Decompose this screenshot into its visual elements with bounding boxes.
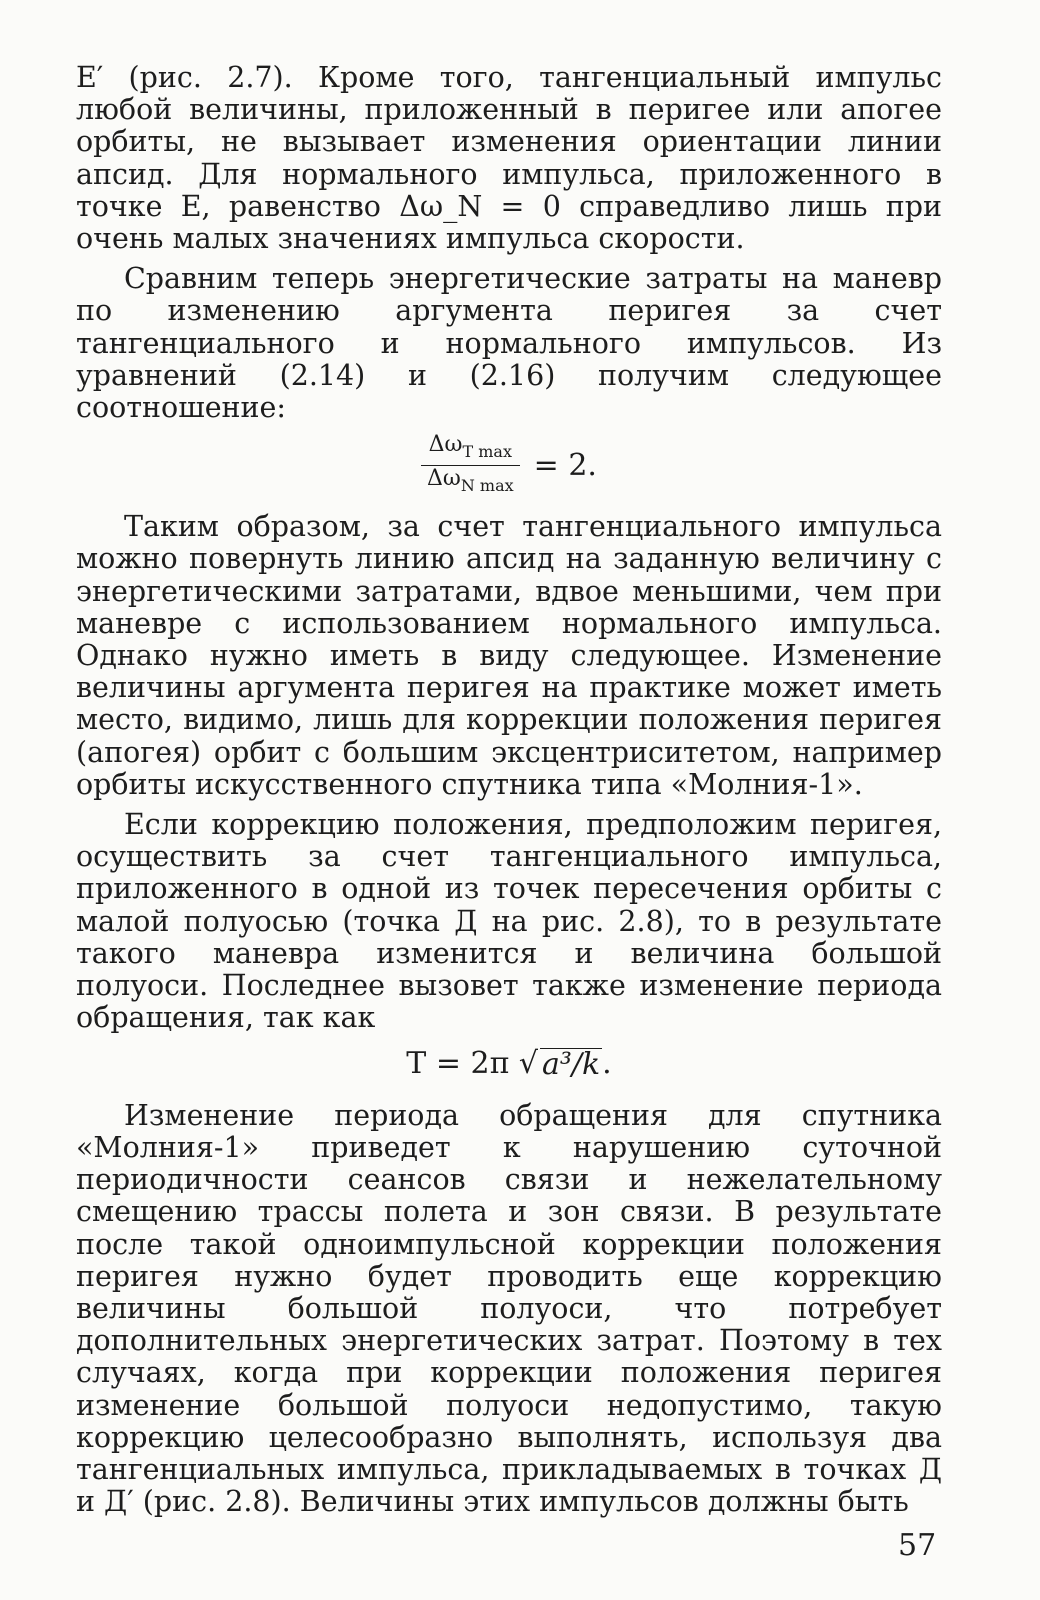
text-column xyxy=(76,62,942,1526)
sqrt-radicand: a³/k xyxy=(541,1047,601,1083)
ratio-fraction xyxy=(421,432,520,499)
page-number: 57 xyxy=(898,1528,937,1563)
paragraph-1: E′ (рис. 2.7). Кроме того, тангенциальный импульс любой величины, приложенный в перигее или апогее орбиты, не вызывает изменения ориентации линии апсид. Для нормального импульса, приложенного в точке E, равенство Δω_N = 0 справедливо лишь при очень малых значениях импульса скорости. xyxy=(76,61,942,256)
paragraph-5: Изменение периода обращения для спутника «Молния-1» приведет к нарушению суточной периодичности сеансов связи и нежелательному смещению трассы полета и зон связи. В результате после такой одноимпульсной коррекции положения перигея нужно будет проводить еще коррекцию величины большой полуоси, что потребует дополнительных энергетических затрат. Поэтому в тех случаях, когда при коррекции положения перигея изменение большой полуоси недопустимо, такую коррекцию целесообразно выполнять, используя два тангенциальных импульса, прикладываемых в точках Д и Д′ (рис. 2.8). Величины этих импульсов должны быть xyxy=(76,1098,942,1519)
ratio-value: = 2. xyxy=(533,447,597,483)
fraction-denominator xyxy=(421,466,520,499)
paragraph-2: Сравним теперь энергетические затраты на маневр по изменению аргумента перигея за счет тангенциального и нормального импульсов. Из уравнений (2.14) и (2.16) получим следующее соотношение: xyxy=(76,262,942,425)
fraction-numerator xyxy=(423,432,518,465)
sqrt-sign: √ xyxy=(509,1046,538,1082)
ratio-formula xyxy=(76,432,942,499)
paragraph-3: Таким образом, за счет тангенциального импульса можно повернуть линию апсид на заданную величину с энергетическими затратами, вдвое меньшими, чем при маневре с использованием нормального импульса. Однако нужно иметь в виду следующее. Изменение величины аргумента перигея на практике может иметь место, видимо, лишь для коррекции положения перигея (апогея) орбит с большим эксцентриситетом, например орбиты искусственного спутника типа «Молния-1». xyxy=(76,510,942,801)
period-formula-end: . xyxy=(602,1046,612,1082)
numerator-subscript: T max xyxy=(462,442,512,462)
period-formula-lhs: T = 2π xyxy=(406,1046,510,1082)
denominator-symbol: Δω xyxy=(427,466,461,492)
paragraph-4: Если коррекцию положения, предположим перигея, осуществить за счет тангенциального импульса, приложенного в одной из точек пересечения орбиты с малой полуосью (точка Д на рис. 2.8), то в результате такого маневра изменится и величина большой полуоси. Последнее вызовет также изменение периода обращения, так как xyxy=(76,808,942,1035)
denominator-subscript: N max xyxy=(460,476,514,496)
period-formula xyxy=(76,1048,942,1081)
numerator-symbol: Δω xyxy=(428,432,463,458)
